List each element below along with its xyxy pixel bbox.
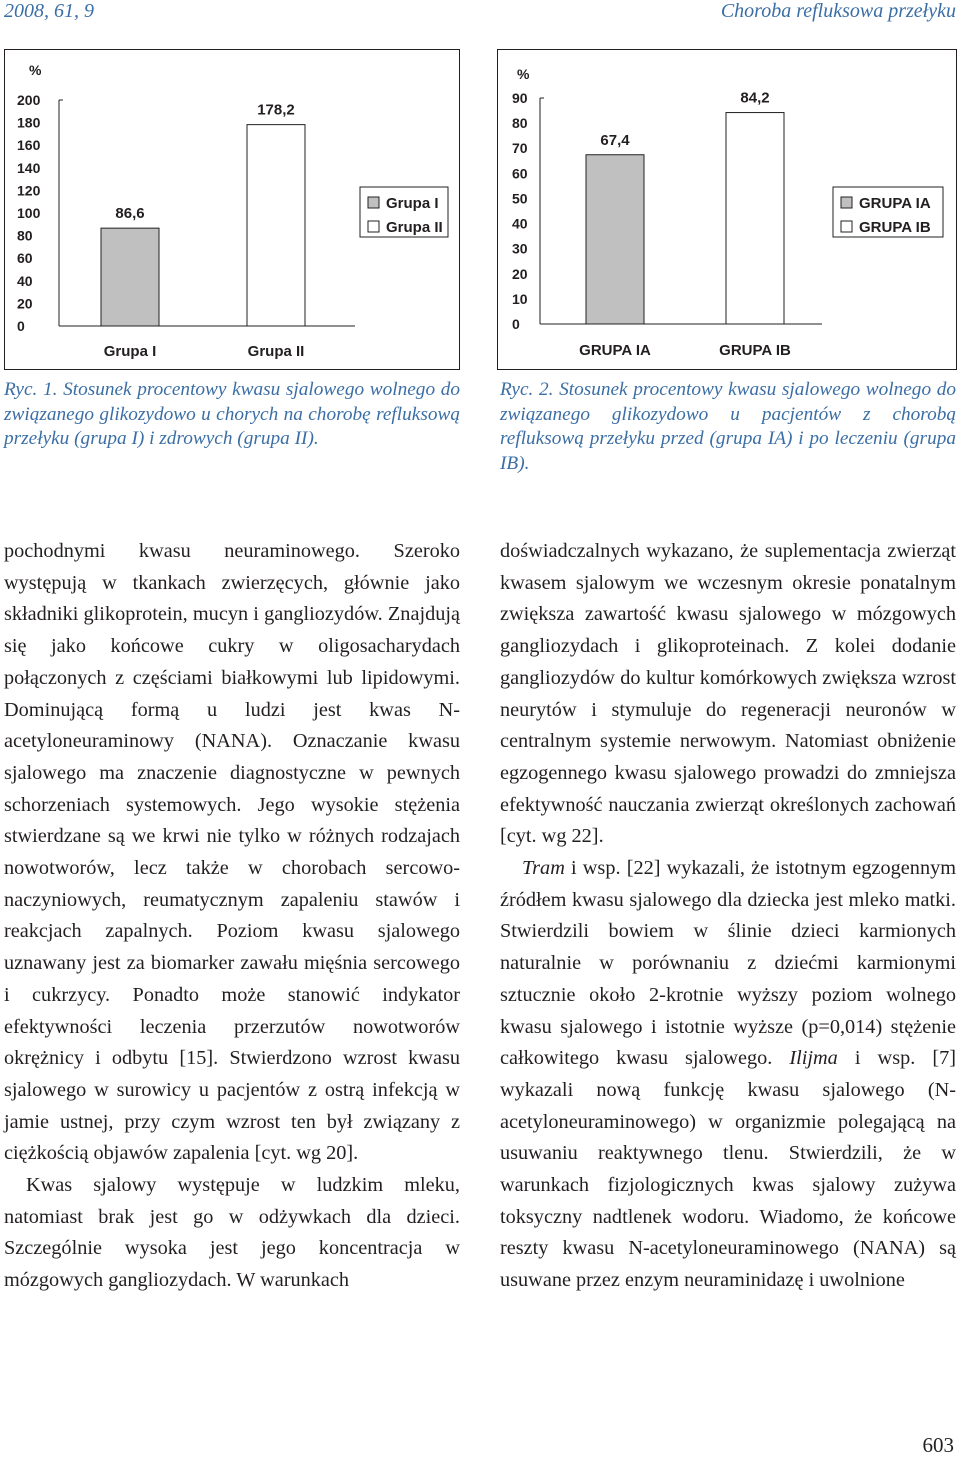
body-paragraph [500, 853, 956, 1297]
body-paragraph: Kwas sjalowy występuje w ludzkim mleku, natomiast brak jest go w odżywkach dla dzieci. Szczególnie wysoka jest jego koncentracja w mózgowych gangliozydach. W warunkach [4, 1174, 460, 1292]
figure-2-caption-text: Stosunek procentowy kwasu sjalowego wolnego do związanego glikozydowo u pacjentów z chorobą refluksową przełyku przed (grupa IA) i po leczeniu (grupa IB). [500, 379, 956, 474]
y-tick-label: 80 [17, 227, 33, 244]
figure-1-caption [4, 378, 460, 452]
y-tick-label: 60 [17, 250, 33, 267]
y-tick-label: 40 [17, 272, 33, 289]
data-label: 84,2 [740, 89, 770, 107]
y-tick-label: 100 [17, 205, 41, 221]
x-category-label: Grupa I [103, 343, 157, 360]
y-tick-label: 20 [512, 265, 528, 282]
bar [586, 155, 644, 324]
bar [101, 228, 159, 326]
journal-citation: 2008, 61, 9 [4, 0, 94, 22]
figure-1-chart [4, 49, 460, 370]
data-label: 86,6 [115, 205, 145, 223]
y-tick-label: 140 [17, 159, 41, 176]
data-label: 67,4 [600, 131, 630, 149]
body-paragraph: doświadczalnych wykazano, że suplementacja zwierząt kwasem sjalowym we wczesnym okresie ponatalnym zwiększa zawartość kwasu sjalowego w mózgowych gangliozydach i glikoproteinach. Z kolei dodanie gangliozydów do kultur komórkowych zwiększa wzrost neurytów i stymuluje do regeneracji neuronów w centralnym systemie nerwowym. Natomiast obniżenie egzogennego kwasu sjalowego prowadzi do zmniejsza efektywność nauczania zwierząt określonych zachowań [cyt. wg 22]. [500, 540, 956, 848]
y-tick-label: 50 [512, 190, 528, 207]
figure-2-caption [500, 378, 956, 476]
bar [247, 125, 305, 326]
y-tick-label: 70 [512, 140, 528, 157]
legend-swatch [841, 197, 852, 208]
y-tick-label: 10 [512, 290, 528, 307]
legend-swatch [368, 221, 379, 232]
y-tick-label: 160 [17, 137, 41, 154]
author-name: Ilijma [789, 1047, 838, 1070]
y-tick-label: 0 [17, 318, 25, 334]
y-tick-label: 40 [512, 215, 528, 232]
legend-entry: GRUPA IA [859, 195, 931, 212]
legend-entry: Grupa II [386, 219, 443, 236]
y-tick-label: 0 [512, 316, 520, 332]
figure-1-caption-label: Ryc. 1. [4, 379, 58, 400]
y-tick-label: 20 [17, 295, 33, 312]
legend-entry: GRUPA IB [859, 219, 931, 236]
body-paragraph: pochodnymi kwasu neuraminowego. Szeroko występują w tkankach zwierzęcych, głównie jako składniki glikoprotein, mucyn i gangliozydów. Znajdują się jako końcowe cukry w oligosacharydach połączonych z częściami białkowymi lub lipidowymi. Dominującą formą u ludzi jest kwas N-acetyloneuraminowy (NANA). Oznaczanie kwasu sjalowego ma znaczenie diagnostyczne w pewnych schorzeniach systemowych. Jego wysokie stężenia stwierdzane są we krwi nie tylko w różnych rodzajach nowotworów, lecz także w chorobach sercowo-naczyniowych, reumatycznym zapaleniu stawów i reakcjach zapalnych. Poziom kwasu sjalowego uznawany jest za biomarker zawału mięśnia sercowego i cukrzycy. Ponadto może stanowić indykator efektywności leczenia przerzutów nowotworów okrężnicy i odbytu [15]. Stwierdzono wzrost kwasu sjalowego w surowicy u pacjentów z ostrą infekcją w jamie ustnej, przy czym wzrost ten był związany z ciężkością objawów zapalenia [cyt. wg 20]. [4, 540, 460, 1165]
data-label: 178,2 [257, 101, 295, 119]
running-title: Choroba refluksowa przełyku [720, 0, 956, 22]
bar [726, 113, 784, 324]
y-axis-label: % [517, 66, 530, 82]
y-axis-label: % [29, 62, 42, 78]
y-tick-label: 30 [512, 240, 528, 257]
y-tick-label: 60 [512, 165, 528, 182]
body-text: i wsp. [7] wykazali nową funkcję kwasu sjalowego (N-acetyloneuraminowego) w organizmie polegającą na usuwaniu reaktywnego tlenu. Stwierdzili, że w warunkach fizjologicznych kwas sjalowy zużywa toksyczny nadtlenek wodoru. Wiadomo, że końcowe reszty kwasu N-acetyloneuraminowego (NANA) są usuwane przez enzym neuraminidazę i uwolnione [500, 1047, 956, 1292]
body-column-right [500, 536, 956, 1297]
legend-swatch [368, 197, 379, 208]
author-name: Tram [522, 857, 565, 880]
y-tick-label: 90 [512, 90, 528, 106]
figure-1-caption-text: Stosunek procentowy kwasu sjalowego wolnego do związanego glikozydowo u chorych na chorobę refluksową przełyku (grupa I) i zdrowych (grupa II). [4, 379, 460, 450]
body-column-left [4, 536, 460, 1297]
page-number: 603 [922, 1433, 954, 1457]
figure-2-svg [498, 50, 956, 369]
x-category-label: Grupa II [247, 343, 305, 360]
legend-swatch [841, 221, 852, 232]
body-text: i wsp. [22] wykazali, że istotnym egzogennym źródłem kwasu sjalowego dla dziecka jest mleko matki. Stwierdzili bowiem w ślinie dzieci karmionych naturalnie w porównaniu z dziećmi karmionymi sztucznie około 2-krotnie wyższy poziom wolnego kwasu sjalowego i istotnie wyższe (p=0,014) stężenie całkowitego kwasu sjalowego. [500, 857, 956, 1070]
figure-2-caption-label: Ryc. 2. [500, 379, 554, 400]
figure-2-chart [497, 49, 957, 370]
y-tick-label: 120 [17, 182, 41, 199]
y-tick-label: 180 [17, 114, 41, 131]
legend-entry: Grupa I [386, 195, 439, 212]
figure-1-svg [5, 50, 459, 369]
y-tick-label: 80 [512, 115, 528, 132]
x-category-label: GRUPA IB [719, 342, 791, 359]
y-tick-label: 200 [17, 92, 41, 108]
x-category-label: GRUPA IA [579, 342, 651, 359]
